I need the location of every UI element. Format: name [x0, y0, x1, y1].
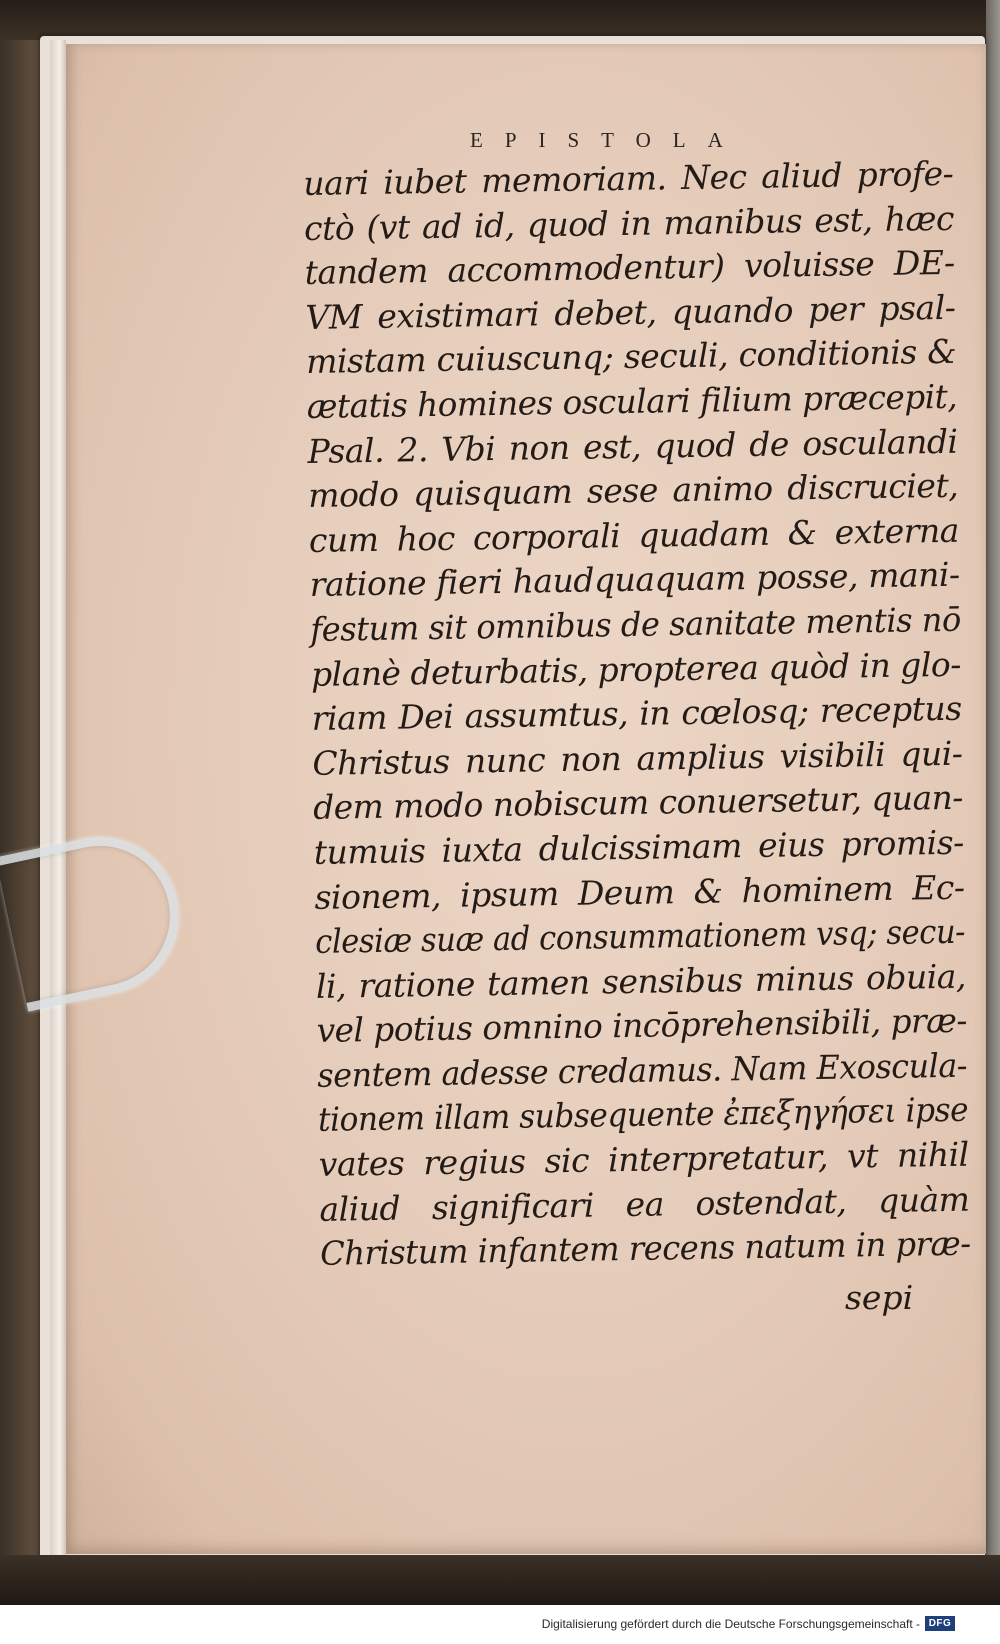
text-line: VM existimari debet, quando per psal- [305, 287, 956, 337]
text-line: mistam cuiuscunq; seculi, conditionis & [305, 332, 957, 382]
text-line: ctò (vt ad id, quod in manibus est, hæc [303, 198, 955, 248]
page-edge [50, 40, 66, 1555]
text-line: li, ratione tamen sensibus minus obuia, [315, 956, 967, 1006]
text-line: planè deturbatis, propterea quòd in glo- [310, 644, 962, 694]
text-line: riam Dei assumtus, in cœlosq; receptus [311, 688, 962, 739]
text-line: cum hoc corporali quadam & externa [308, 510, 960, 560]
book-board-right [986, 0, 1000, 1605]
catchword: sepi [845, 1278, 914, 1317]
text-line: clesiæ suæ ad consummationem vsq; secu- [314, 911, 966, 961]
text-line: Christum infantem recens natum in præ- [319, 1223, 971, 1274]
funding-credit: Digitalisierung gefördert durch die Deutsche Forschungsgemeinschaft - [541, 1617, 920, 1631]
text-line: sionem, ipsum Deum & hominem Ec- [314, 867, 965, 917]
text-line: tandem accommodentur) voluisse DE- [304, 242, 955, 293]
book-board-bottom [0, 1555, 1000, 1605]
text-line: uari iubet memoriam. Nec aliud profe- [303, 153, 954, 203]
text-line: modo quisquam sese animo discruciet, [307, 465, 959, 516]
text-line: tionem illam subsequente ἐπεξηγήσει ipse [317, 1090, 969, 1140]
text-line: ætatis homines osculari filium præcepit, [306, 376, 958, 426]
text-line: vel potius omnino incōprehensibili, præ- [316, 1000, 968, 1051]
footer-bar [0, 1605, 1000, 1644]
text-line: vates regius sic interpretatur, vt nihil [318, 1134, 969, 1184]
text-line: sentem adesse credamus. Nam Exoscula- [317, 1045, 968, 1095]
text-line: Christus nunc non amplius visibili qui- [312, 733, 963, 783]
text-line: aliud significari ea ostendat, quàm [319, 1179, 970, 1229]
text-line: Psal. 2. Vbi non est, quod de osculandi [307, 421, 958, 471]
page-text [303, 152, 970, 1277]
text-line: tumuis iuxta dulcissimam eius promis- [313, 822, 965, 872]
text-line: ratione fieri haudquaquam posse, mani- [309, 555, 960, 605]
book-board-top [0, 0, 1000, 40]
text-line: festum sit omnibus de sanitate mentis nō [310, 599, 962, 649]
running-head: EPISTOLA [470, 128, 745, 152]
text-line: dem modo nobiscum conuersetur, quan- [312, 778, 964, 828]
dfg-logo: DFG [925, 1616, 955, 1631]
